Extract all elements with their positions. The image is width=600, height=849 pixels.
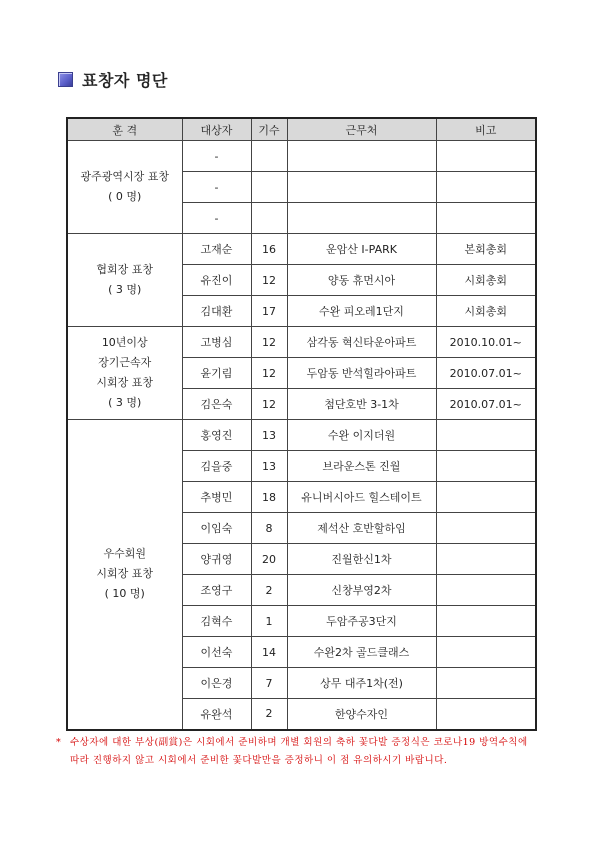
name-cell: 윤기림	[182, 358, 251, 389]
workplace-cell: 첨단호반 3-1차	[287, 389, 436, 420]
name-cell: 추병민	[182, 482, 251, 513]
table-row	[67, 234, 536, 265]
cohort-cell: 2	[251, 575, 287, 606]
remark-cell: 시회총회	[436, 296, 536, 327]
award-line: 협회장 표창	[96, 263, 154, 276]
remark-cell	[436, 172, 536, 203]
workplace-cell: 수완2차 골드클래스	[287, 637, 436, 668]
cohort-cell: 1	[251, 606, 287, 637]
workplace-cell: 두암동 반석힐라아파트	[287, 358, 436, 389]
remark-cell	[436, 482, 536, 513]
cohort-cell: 13	[251, 420, 287, 451]
name-cell: -	[182, 172, 251, 203]
cohort-cell: 13	[251, 451, 287, 482]
table-header-row	[67, 118, 536, 141]
name-cell: -	[182, 141, 251, 172]
remark-cell: 2010.07.01~	[436, 389, 536, 420]
workplace-cell: 수완 이지더원	[287, 420, 436, 451]
workplace-cell	[287, 141, 436, 172]
name-cell: 김대환	[182, 296, 251, 327]
cohort-cell	[251, 141, 287, 172]
name-cell: 조영구	[182, 575, 251, 606]
cohort-cell	[251, 203, 287, 234]
award-line: ( 3 명)	[108, 396, 142, 409]
award-line: ( 10 명)	[104, 587, 145, 601]
award-line: 광주광역시장 표창	[80, 170, 169, 183]
workplace-cell	[287, 203, 436, 234]
award-line: ( 3 명)	[108, 283, 142, 296]
cohort-cell: 16	[251, 234, 287, 265]
remark-cell: 2010.10.01~	[436, 327, 536, 358]
square-bullet-icon	[58, 72, 73, 87]
remark-cell: 본회총회	[436, 234, 536, 265]
cohort-cell: 20	[251, 544, 287, 575]
name-cell: -	[182, 203, 251, 234]
page-title-row	[58, 68, 168, 90]
remark-cell	[436, 668, 536, 699]
award-line: 장기근속자	[98, 356, 152, 369]
name-cell: 유완석	[182, 699, 251, 730]
notice-star: *	[56, 737, 62, 748]
name-cell: 고병심	[182, 327, 251, 358]
column-header: 비고	[436, 118, 536, 141]
table-row	[67, 327, 536, 358]
table-row	[67, 141, 536, 172]
column-header: 훈 격	[67, 118, 182, 141]
cohort-cell: 14	[251, 637, 287, 668]
workplace-cell: 운암산 I-PARK	[287, 234, 436, 265]
cohort-cell: 12	[251, 389, 287, 420]
award-cell	[67, 234, 182, 327]
workplace-cell: 신창부영2차	[287, 575, 436, 606]
workplace-cell: 브라운스톤 진월	[287, 451, 436, 482]
cohort-cell: 12	[251, 358, 287, 389]
cohort-cell: 17	[251, 296, 287, 327]
remark-cell	[436, 451, 536, 482]
column-header: 기수	[251, 118, 287, 141]
cohort-cell: 12	[251, 265, 287, 296]
award-line: 10년이상	[101, 336, 148, 349]
page-title: 표창자 명단	[82, 70, 168, 90]
award-line: ( 0 명)	[108, 190, 142, 203]
remark-cell	[436, 420, 536, 451]
notice	[58, 734, 528, 770]
column-header: 근무처	[287, 118, 436, 141]
award-line: 시회장 표창	[96, 376, 154, 389]
remark-cell	[436, 637, 536, 668]
remark-cell	[436, 203, 536, 234]
notice-text: 수상자에 대한 부상(副賞)은 시회에서 준비하며 개별 회원의 축하 꽃다발 증정식은 코로나19 방역수칙에 따라 진행하지 않고 시회에서 준비한 꽃다발만을 증정하니 이 점 유의하시기 바랍니다.	[70, 737, 528, 766]
cohort-cell: 2	[251, 699, 287, 730]
workplace-cell	[287, 172, 436, 203]
cohort-cell: 7	[251, 668, 287, 699]
remark-cell: 시회총회	[436, 265, 536, 296]
cohort-cell	[251, 172, 287, 203]
award-cell	[67, 420, 182, 730]
workplace-cell: 수완 피오레1단지	[287, 296, 436, 327]
name-cell: 홍영진	[182, 420, 251, 451]
name-cell: 김은숙	[182, 389, 251, 420]
column-header: 대상자	[182, 118, 251, 141]
remark-cell	[436, 575, 536, 606]
remark-cell	[436, 544, 536, 575]
remark-cell	[436, 141, 536, 172]
name-cell: 이선숙	[182, 637, 251, 668]
award-cell	[67, 141, 182, 234]
table-row	[67, 420, 536, 451]
remark-cell	[436, 699, 536, 730]
award-cell	[67, 327, 182, 420]
workplace-cell: 유니버시아드 힐스테이트	[287, 482, 436, 513]
name-cell: 김혁수	[182, 606, 251, 637]
name-cell: 이임숙	[182, 513, 251, 544]
awardee-table	[66, 117, 537, 731]
workplace-cell: 진월한신1차	[287, 544, 436, 575]
name-cell: 고재순	[182, 234, 251, 265]
name-cell: 이은경	[182, 668, 251, 699]
remark-cell	[436, 513, 536, 544]
workplace-cell: 한양수자인	[287, 699, 436, 730]
workplace-cell: 두암주공3단지	[287, 606, 436, 637]
workplace-cell: 상무 대주1차(전)	[287, 668, 436, 699]
name-cell: 양귀영	[182, 544, 251, 575]
name-cell: 김을중	[182, 451, 251, 482]
workplace-cell: 양동 휴먼시아	[287, 265, 436, 296]
award-line: 시회장 표창	[96, 567, 154, 581]
award-line: 우수회원	[103, 547, 146, 561]
cohort-cell: 8	[251, 513, 287, 544]
workplace-cell: 삼각동 혁신타운아파트	[287, 327, 436, 358]
name-cell: 유진이	[182, 265, 251, 296]
remark-cell	[436, 606, 536, 637]
cohort-cell: 18	[251, 482, 287, 513]
remark-cell: 2010.07.01~	[436, 358, 536, 389]
workplace-cell: 제석산 호반할하임	[287, 513, 436, 544]
cohort-cell: 12	[251, 327, 287, 358]
